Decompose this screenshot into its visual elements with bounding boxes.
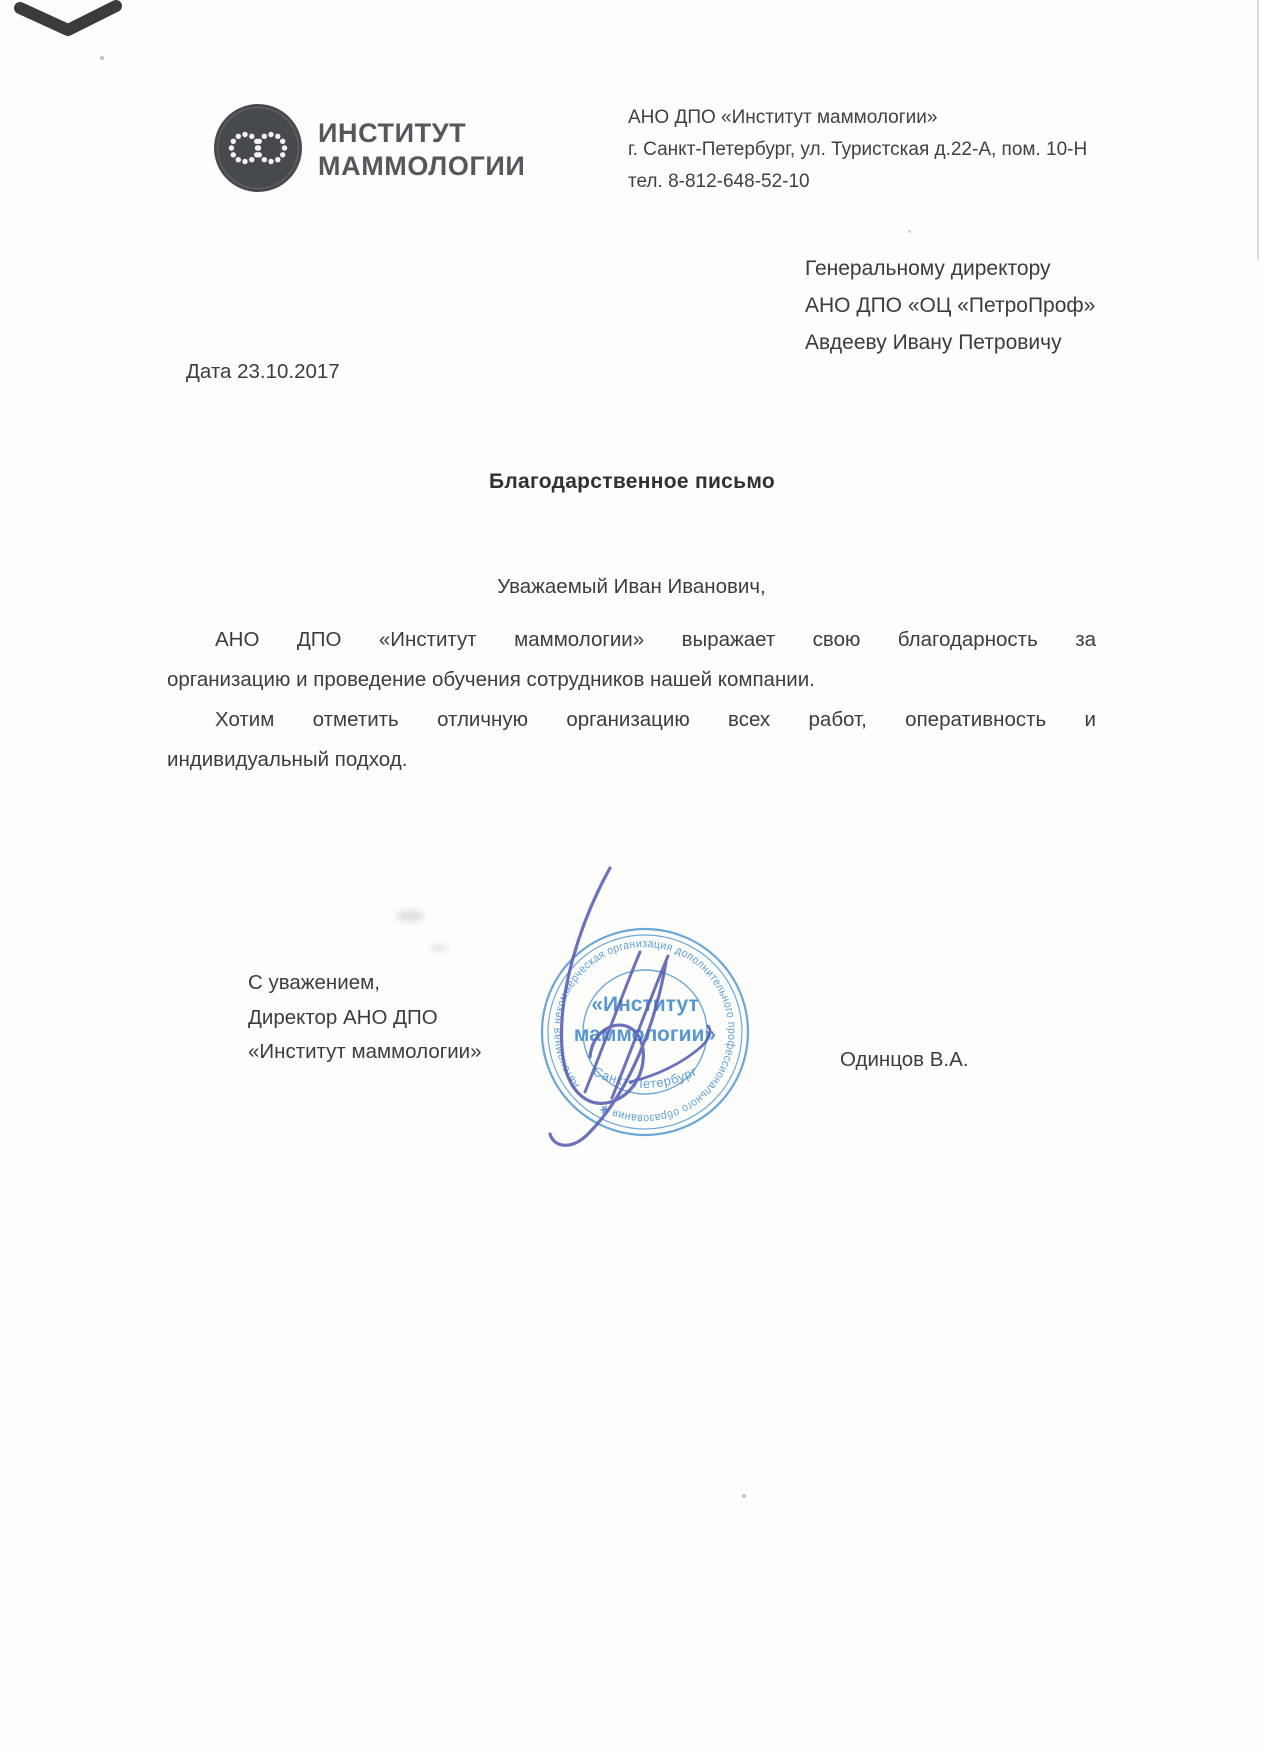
logo-wordmark-line2: МАММОЛОГИИ: [318, 151, 526, 181]
org-address: г. Санкт-Петербург, ул. Туристская д.22-А, пом. 10-Н: [628, 139, 1088, 160]
scan-dust-speck: [100, 56, 104, 60]
letter-body: [167, 620, 1096, 780]
stamp-city-text: Санкт-Петербург: [590, 1063, 700, 1092]
org-phone: тел. 8-812-648-52-10: [628, 171, 810, 192]
signoff-line2: Директор АНО ДПО: [248, 1005, 438, 1029]
signoff-block: [248, 966, 482, 1070]
scan-dust-speck: [908, 230, 911, 233]
stamp-center-line2: маммологии»: [573, 1023, 717, 1046]
signoff-line3: «Институт маммологии»: [248, 1040, 482, 1063]
body-paragraph1-line2: организацию и проведение обучения сотрудников нашей компании.: [167, 668, 815, 691]
stamp-center-line1: «Институт: [591, 993, 699, 1016]
scan-dust-speck: [742, 1494, 746, 1498]
org-name: АНО ДПО «Институт маммологии»: [628, 107, 938, 128]
signoff-line1: С уважением,: [248, 971, 380, 994]
official-stamp: [470, 852, 830, 1212]
scan-edge-shadow: [1257, 0, 1259, 260]
addressee-position: Генеральному директору: [805, 257, 1051, 280]
body-paragraph2-line1: Хотим отметить отличную организацию всех работ, оперативность и: [215, 708, 1096, 731]
addressee-org: АНО ДПО «ОЦ «ПетроПроф»: [805, 294, 1096, 317]
stamp-ring-text: Автономная некоммерческая организация дополнительного профессионального образования ✱: [551, 937, 738, 1125]
logo-wordmark-line1: ИНСТИТУТ: [318, 118, 467, 148]
addressee-person: Авдееву Ивану Петровичу: [805, 331, 1062, 354]
addressee-block: [805, 250, 1095, 361]
signer-name: Одинцов В.А.: [840, 1048, 969, 1071]
infinity-dots-logo-icon: [213, 103, 303, 193]
document-title: Благодарственное письмо: [488, 470, 776, 493]
scan-smudge: [430, 944, 448, 952]
scan-artifact-corner-mark: [12, 0, 132, 40]
document-date: Дата 23.10.2017: [186, 360, 340, 383]
scan-smudge: [396, 910, 424, 922]
letterhead-contacts: [628, 102, 1087, 198]
body-paragraph1-line1: АНО ДПО «Институт маммологии» выражает свою благодарность за: [215, 628, 1096, 651]
body-paragraph2-line2: индивидуальный подход.: [167, 748, 408, 771]
salutation: Уважаемый Иван Иванович,: [497, 575, 766, 598]
logo-wordmark: [318, 117, 525, 183]
